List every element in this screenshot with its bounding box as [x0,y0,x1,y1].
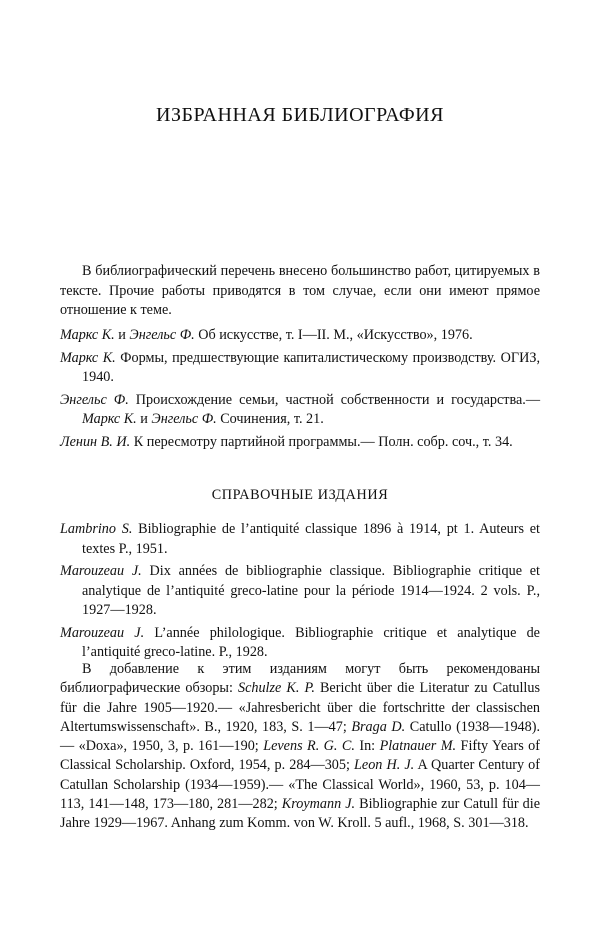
reference-works-list [60,520,540,666]
closing-text [60,660,540,834]
closing-paragraph [60,660,540,834]
entry-author: Маркс К. [60,349,116,366]
bibliography-entry [60,433,540,453]
entry-text: Dix années de bibliographie classique. Bibliographie critique et analytique de l’antiquité greco-latine pour la période 1914—1924. 2 vols. P., 1927—1928. [82,563,541,618]
entry-author: Ленин В. И. [60,433,131,450]
entry-text: Происхождение семьи, частной собственности и государства.— [128,391,541,408]
bibliography-entry [60,391,540,430]
entry-text: и [114,327,130,343]
entry-text: Сочинения, т. 21. [216,411,324,427]
cited-author: Platnauer M. [379,738,457,755]
entry-text: L’année philologique. Bibliographie critique et analytique de l’antiquité greco-latine. P., 1928. [82,624,540,660]
cited-author: Leon H. J. [354,757,415,774]
reference-entry [60,562,540,621]
cited-author: Braga D. [351,718,406,735]
selected-works-list [60,326,540,455]
text-run: В добавление к этим изданиям могут быть рекомендованы библиографические обзоры: [60,661,540,697]
reference-entry [60,520,540,559]
entry-author: Маркс К. [60,327,115,343]
reference-entry [60,624,540,663]
text-run: Fifty Years of Classical Scholarship. Oxford, 1954, p. 284—305; [60,738,540,774]
text-run: Bibliographie zur Catull für die Jahre 1929—1967. Anhang zum Komm. von W. Kroll. 5 aufl., 1968, S. 301—318. [60,796,540,832]
cited-author: Levens R. G. C. [263,738,355,755]
entry-author: Маркс К. [82,411,137,427]
text-run: In: [354,738,380,755]
entry-author: Marouzeau J. [60,624,145,641]
entry-text: К пересмотру партийной программы.— Полн. собр. соч., т. 34. [130,433,513,450]
entry-author: Marouzeau J. [60,563,142,579]
entry-text: Об искусстве, т. I—II. М., «Искусство», 1976. [194,327,473,343]
entry-text: Bibliographie de l’antiquité classique 1896 à 1914, pt 1. Auteurs et textes P., 1951. [82,521,540,557]
entry-author: Энгельс Ф. [129,327,195,343]
section-heading: СПРАВОЧНЫЕ ИЗДАНИЯ [211,487,389,503]
cited-author: Schulze K. P. [237,680,315,697]
bibliography-entry [60,349,540,388]
entry-author: Энгельс Ф. [151,411,217,427]
text-run: Bericht über die Literatur zu Catullus für die Jahre 1905—1920.— «Jahresbericht über die fortschritte der classischen Altertumswissenschaft». B., 1920, 183, S. 1—47; [60,680,540,735]
text-run: A Quarter Century of Catullan Scholarship (1934—1959).— «The Classical World», 1960, 53, p. 104—113, 141—148, 173—180, 281—282; [60,757,541,813]
entry-author: Энгельс Ф. [60,391,129,408]
intro-paragraph [60,262,540,321]
entry-text: Формы, предшествующие капиталистическому производству. ОГИЗ, 1940. [82,349,540,385]
cited-author: Kroymann J. [281,796,356,813]
entry-text: и [136,411,152,427]
text-run: Catullo (1938—1948).— «Doxa», 1950, 3, p. 161—190; [60,718,540,755]
bibliography-entry [60,326,540,346]
entry-author: Lambrino S. [60,521,133,537]
page-title: ИЗБРАННАЯ БИБЛИОГРАФИЯ [156,104,444,126]
intro-text: В библиографический перечень внесено большинство работ, цитируемых в тексте. Прочие работы приводятся в том случае, если они имеют прямое отношение к теме. [60,263,540,318]
